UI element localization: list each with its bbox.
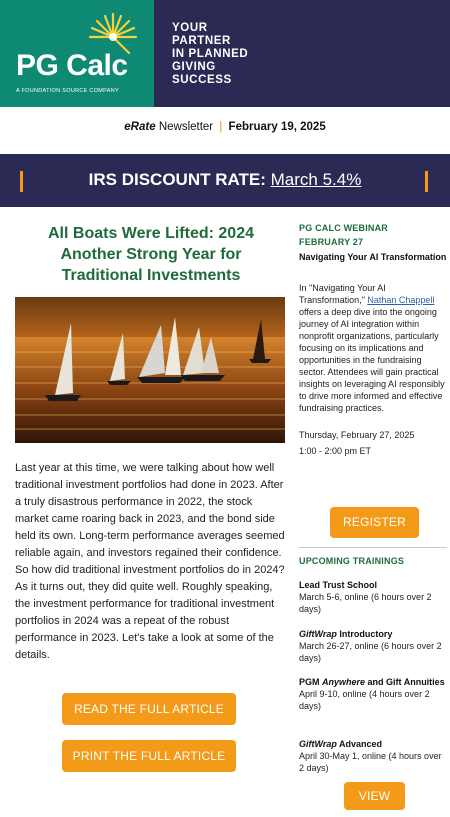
training-detail: April 30-May 1, online (4 hours over 2 days) [299,751,442,773]
training-name-italic: Anywhere [322,677,366,687]
training-name: Advanced [336,739,383,749]
irs-rate-banner [0,154,450,207]
webinar-date: Thursday, February 27, 2025 [299,430,415,440]
tagline-line: SUCCESS [172,74,232,86]
webinar-description [299,282,447,414]
newsletter-word: Newsletter [158,121,214,133]
tagline-line: PARTNER [172,35,231,47]
print-full-article-button[interactable]: PRINT THE FULL ARTICLE [62,740,236,772]
webinar-desc-body: offers a deep dive into the ongoing journey of AI integration within nonprofit organizations, particularly focusing on its implications and opportunities in the fundraising sector. Attendees will gain practical insights on leveraging AI responsibly to drive more informed and effective fundraising practices. [299,307,445,413]
section-divider [299,547,447,548]
training-item[interactable] [299,628,447,664]
training-item[interactable] [299,676,447,712]
irs-rate-label: IRS DISCOUNT RATE: [88,170,266,189]
view-trainings-button[interactable]: VIEW [344,782,405,810]
logo[interactable]: PG Calc [16,49,128,82]
erate-name: eRate [124,121,156,133]
training-name: Lead Trust School [299,580,378,590]
training-detail: April 9-10, online (4 hours over 2 days) [299,689,430,711]
webinar-section [299,223,447,457]
nathan-chappell-link[interactable]: Nathan Chappell [367,295,435,305]
webinar-label: PG CALC WEBINAR [299,223,388,233]
training-detail: March 26-27, online (6 hours over 2 days) [299,641,442,663]
article-title[interactable]: All Boats Were Lifted: 2024 Another Strong Year for Traditional Investments [48,225,254,284]
training-name-italic: GiftWrap [299,629,337,639]
tagline-line: YOUR [172,22,208,34]
sailboats-photo-art [15,297,285,443]
training-name-italic: GiftWrap [299,739,337,749]
training-name: PGM [299,677,323,687]
dateline-separator: | [219,121,223,133]
webinar-date-label: FEBRUARY 27 [299,237,364,247]
tagline-line: IN PLANNED [172,48,249,60]
webinar-time: 1:00 - 2:00 pm ET [299,446,372,456]
newsletter-header [0,0,450,107]
irs-rate-link[interactable]: March 5.4% [270,170,362,189]
sailboats-sunset-photo [15,297,285,443]
irs-rate-text [0,170,450,190]
trainings-label: UPCOMING TRAININGS [299,556,405,566]
training-item[interactable] [299,579,447,615]
logo-subtitle: A FOUNDATION SOURCE COMPANY [16,88,119,94]
tagline-line: GIVING [172,61,216,73]
issue-date: February 19, 2025 [228,121,326,133]
article-body: Last year at this time, we were talking about how well traditional investment portfolios had done in 2023. After a truly disastrous performance in 2022, the stock market came roaring back in 2023, and the bond side held its own. Long-term performance averages seemed reliable again, and investors regained their confidence. So how did traditional investment portfolios do in 2024? As it turns out, they did quite well. Roughly speaking, the investment performance for traditional investment portfolios in 2024 was a repeat of the robust performance in 2023. Let's take a look at some of the details. [15,462,285,661]
training-detail: March 5-6, online (6 hours over 2 days) [299,592,432,614]
tagline [172,22,282,87]
read-full-article-button[interactable]: READ THE FULL ARTICLE [62,693,236,725]
training-item[interactable] [299,738,447,774]
training-name-rest: and Gift Annuities [365,677,445,687]
training-name: Introductory [336,629,393,639]
register-button[interactable]: REGISTER [330,507,419,538]
newsletter-dateline [0,121,450,133]
webinar-desc-intro: In "Navigating Your AI Transformation," [299,283,386,305]
webinar-title: Navigating Your AI Transformation [299,252,447,262]
